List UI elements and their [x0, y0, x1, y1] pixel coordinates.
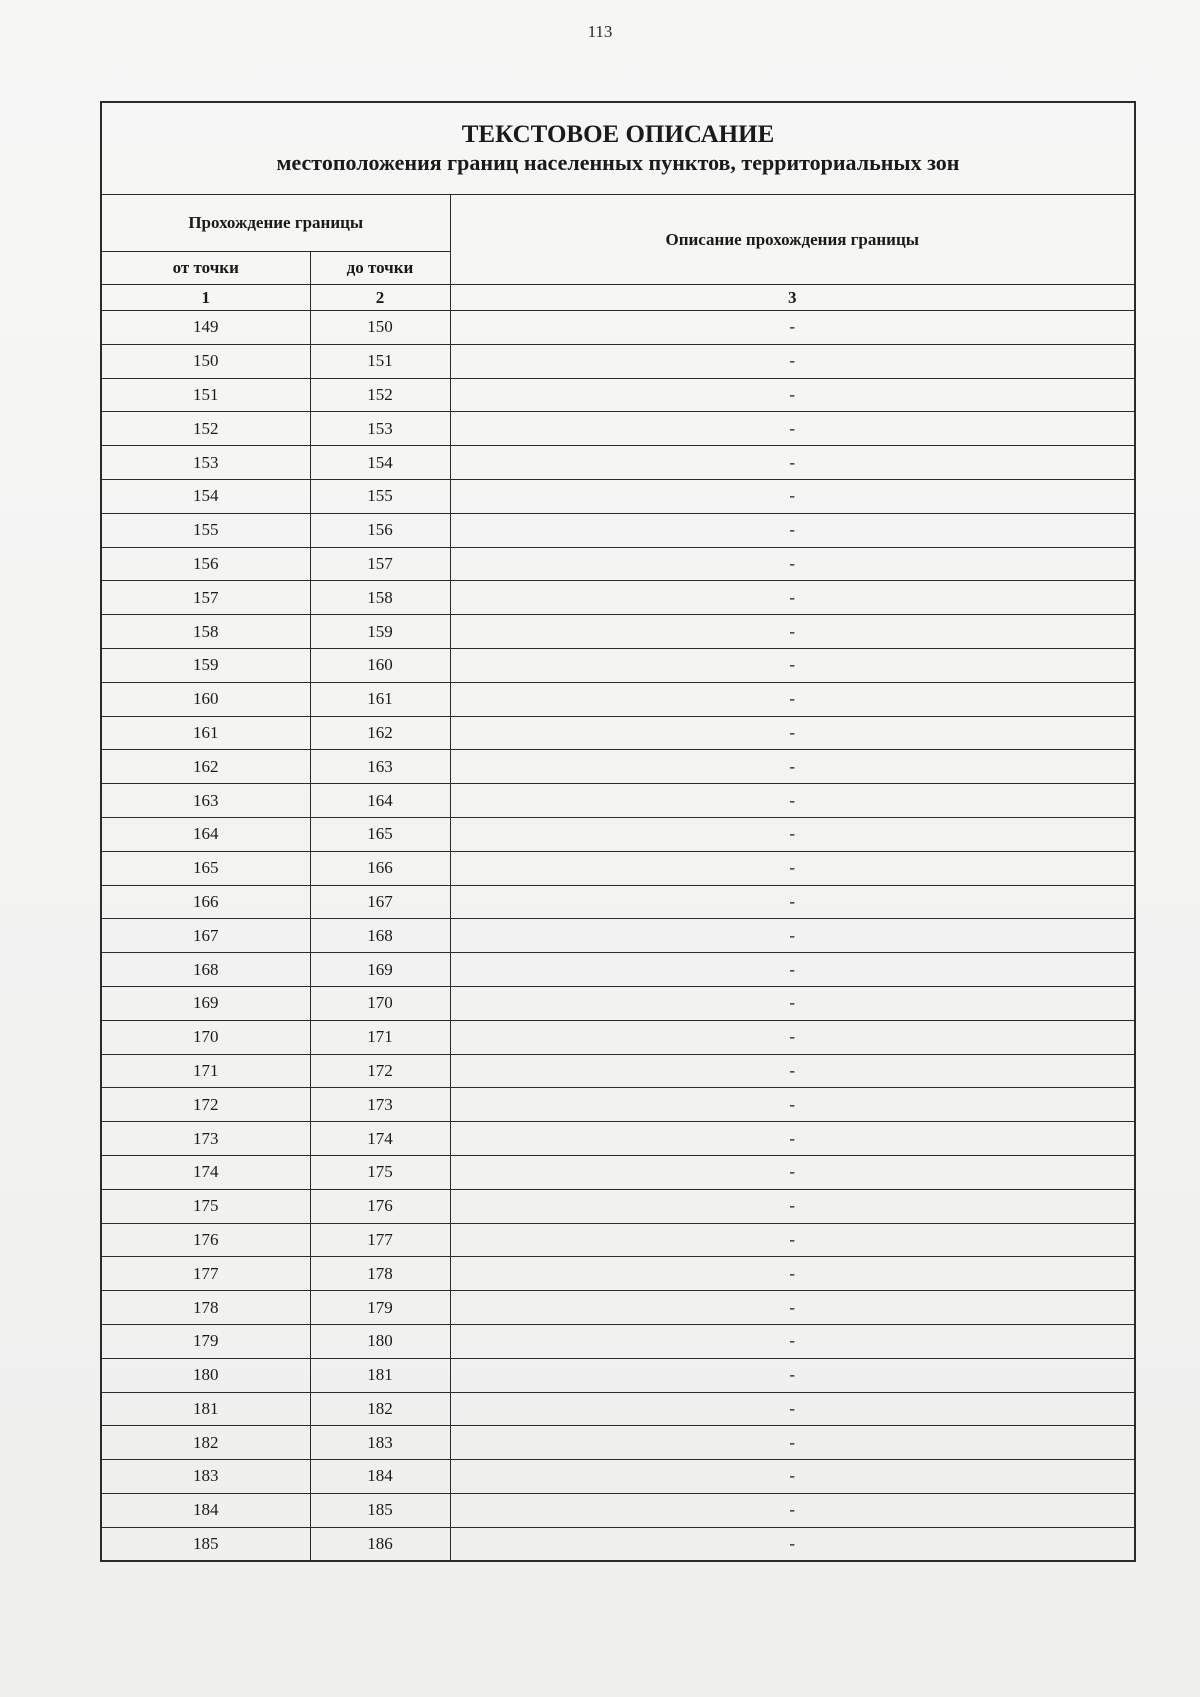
- cell-from-point: 156: [102, 547, 310, 581]
- cell-to-point: 181: [310, 1358, 450, 1392]
- cell-from-point: 162: [102, 750, 310, 784]
- header-boundary-passage: Прохождение границы: [102, 195, 450, 252]
- cell-to-point: 152: [310, 378, 450, 412]
- cell-description: -: [450, 1392, 1134, 1426]
- cell-from-point: 181: [102, 1392, 310, 1426]
- cell-description: -: [450, 1358, 1134, 1392]
- table-row: [102, 378, 1134, 412]
- cell-description: -: [450, 1324, 1134, 1358]
- table-row: [102, 750, 1134, 784]
- table-row: [102, 919, 1134, 953]
- cell-description: -: [450, 1460, 1134, 1494]
- cell-description: -: [450, 1122, 1134, 1156]
- cell-from-point: 170: [102, 1020, 310, 1054]
- cell-to-point: 186: [310, 1527, 450, 1560]
- cell-from-point: 177: [102, 1257, 310, 1291]
- table-row: [102, 885, 1134, 919]
- cell-to-point: 183: [310, 1426, 450, 1460]
- cell-to-point: 174: [310, 1122, 450, 1156]
- cell-description: -: [450, 513, 1134, 547]
- cell-description: -: [450, 1527, 1134, 1560]
- cell-description: -: [450, 885, 1134, 919]
- cell-from-point: 152: [102, 412, 310, 446]
- table-subtitle: местоположения границ населенных пунктов, территориальных зон: [276, 150, 960, 175]
- table-row: [102, 412, 1134, 446]
- table-row: [102, 817, 1134, 851]
- cell-from-point: 165: [102, 851, 310, 885]
- cell-from-point: 154: [102, 479, 310, 513]
- cell-to-point: 168: [310, 919, 450, 953]
- table-row: [102, 547, 1134, 581]
- table-row: [102, 446, 1134, 480]
- cell-from-point: 150: [102, 344, 310, 378]
- cell-description: -: [450, 615, 1134, 649]
- cell-from-point: 169: [102, 986, 310, 1020]
- cell-description: -: [450, 716, 1134, 750]
- cell-to-point: 176: [310, 1189, 450, 1223]
- cell-to-point: 166: [310, 851, 450, 885]
- table-row: [102, 1054, 1134, 1088]
- cell-from-point: 173: [102, 1122, 310, 1156]
- cell-to-point: 169: [310, 953, 450, 987]
- cell-to-point: 178: [310, 1257, 450, 1291]
- table-row: [102, 1122, 1134, 1156]
- cell-to-point: 164: [310, 784, 450, 818]
- header-from-point: от точки: [102, 252, 310, 285]
- cell-from-point: 149: [102, 311, 310, 345]
- cell-description: -: [450, 784, 1134, 818]
- cell-description: -: [450, 1088, 1134, 1122]
- cell-from-point: 167: [102, 919, 310, 953]
- cell-description: -: [450, 682, 1134, 716]
- cell-to-point: 154: [310, 446, 450, 480]
- cell-to-point: 179: [310, 1291, 450, 1325]
- cell-description: -: [450, 547, 1134, 581]
- cell-to-point: 157: [310, 547, 450, 581]
- cell-from-point: 185: [102, 1527, 310, 1560]
- table-row: [102, 1088, 1134, 1122]
- cell-from-point: 184: [102, 1493, 310, 1527]
- cell-to-point: 162: [310, 716, 450, 750]
- cell-from-point: 176: [102, 1223, 310, 1257]
- header-boundary-description: Описание прохождения границы: [450, 195, 1134, 285]
- cell-from-point: 161: [102, 716, 310, 750]
- cell-to-point: 156: [310, 513, 450, 547]
- table-row: [102, 1358, 1134, 1392]
- cell-description: -: [450, 1155, 1134, 1189]
- cell-to-point: 172: [310, 1054, 450, 1088]
- cell-to-point: 155: [310, 479, 450, 513]
- table-row: [102, 1493, 1134, 1527]
- cell-from-point: 163: [102, 784, 310, 818]
- cell-description: -: [450, 1291, 1134, 1325]
- table-row: [102, 1527, 1134, 1560]
- table-row: [102, 648, 1134, 682]
- table-row: [102, 1460, 1134, 1494]
- cell-to-point: 173: [310, 1088, 450, 1122]
- cell-from-point: 182: [102, 1426, 310, 1460]
- table-title-block: [102, 103, 1134, 195]
- cell-to-point: 150: [310, 311, 450, 345]
- table-row: [102, 1291, 1134, 1325]
- column-number-2: 2: [310, 285, 450, 311]
- cell-description: -: [450, 1223, 1134, 1257]
- cell-to-point: 151: [310, 344, 450, 378]
- cell-from-point: 172: [102, 1088, 310, 1122]
- table-row: [102, 1020, 1134, 1054]
- cell-from-point: 157: [102, 581, 310, 615]
- table-row: [102, 513, 1134, 547]
- cell-description: -: [450, 311, 1134, 345]
- cell-description: -: [450, 1054, 1134, 1088]
- cell-description: -: [450, 378, 1134, 412]
- cell-from-point: 155: [102, 513, 310, 547]
- cell-to-point: 159: [310, 615, 450, 649]
- cell-from-point: 175: [102, 1189, 310, 1223]
- cell-from-point: 174: [102, 1155, 310, 1189]
- table-body: [102, 311, 1134, 1561]
- cell-description: -: [450, 344, 1134, 378]
- table-row: [102, 986, 1134, 1020]
- table-row: [102, 311, 1134, 345]
- cell-to-point: 180: [310, 1324, 450, 1358]
- table-row: [102, 581, 1134, 615]
- table-row: [102, 1324, 1134, 1358]
- cell-description: -: [450, 817, 1134, 851]
- cell-from-point: 179: [102, 1324, 310, 1358]
- table-row: [102, 784, 1134, 818]
- table-row: [102, 1257, 1134, 1291]
- cell-from-point: 183: [102, 1460, 310, 1494]
- table-title: ТЕКСТОВОЕ ОПИСАНИЕ: [461, 121, 775, 148]
- cell-description: -: [450, 581, 1134, 615]
- cell-to-point: 160: [310, 648, 450, 682]
- cell-description: -: [450, 446, 1134, 480]
- table-row: [102, 1155, 1134, 1189]
- table-row: [102, 953, 1134, 987]
- cell-from-point: 153: [102, 446, 310, 480]
- cell-to-point: 153: [310, 412, 450, 446]
- cell-to-point: 185: [310, 1493, 450, 1527]
- cell-description: -: [450, 1493, 1134, 1527]
- table-row: [102, 615, 1134, 649]
- table-row: [102, 716, 1134, 750]
- cell-description: -: [450, 986, 1134, 1020]
- cell-description: -: [450, 1426, 1134, 1460]
- cell-to-point: 177: [310, 1223, 450, 1257]
- cell-to-point: 182: [310, 1392, 450, 1426]
- column-number-1: 1: [102, 285, 310, 311]
- cell-to-point: 167: [310, 885, 450, 919]
- cell-from-point: 178: [102, 1291, 310, 1325]
- cell-to-point: 163: [310, 750, 450, 784]
- cell-description: -: [450, 851, 1134, 885]
- cell-description: -: [450, 1257, 1134, 1291]
- table-row: [102, 851, 1134, 885]
- table-row: [102, 479, 1134, 513]
- cell-description: -: [450, 953, 1134, 987]
- header-to-point: до точки: [310, 252, 450, 285]
- cell-from-point: 159: [102, 648, 310, 682]
- table-row: [102, 344, 1134, 378]
- cell-description: -: [450, 1189, 1134, 1223]
- cell-to-point: 175: [310, 1155, 450, 1189]
- cell-from-point: 171: [102, 1054, 310, 1088]
- table-row: [102, 682, 1134, 716]
- cell-to-point: 158: [310, 581, 450, 615]
- column-number-3: 3: [450, 285, 1134, 311]
- cell-from-point: 158: [102, 615, 310, 649]
- table-row: [102, 1426, 1134, 1460]
- boundary-description-table: [100, 101, 1136, 1562]
- table-row: [102, 1223, 1134, 1257]
- cell-from-point: 151: [102, 378, 310, 412]
- cell-to-point: 171: [310, 1020, 450, 1054]
- cell-to-point: 161: [310, 682, 450, 716]
- cell-description: -: [450, 479, 1134, 513]
- cell-to-point: 165: [310, 817, 450, 851]
- table-row: [102, 1189, 1134, 1223]
- cell-description: -: [450, 648, 1134, 682]
- boundary-table: [102, 195, 1134, 1560]
- cell-from-point: 160: [102, 682, 310, 716]
- table-row: [102, 1392, 1134, 1426]
- page-number: 113: [587, 22, 613, 41]
- cell-description: -: [450, 1020, 1134, 1054]
- cell-description: -: [450, 919, 1134, 953]
- cell-from-point: 168: [102, 953, 310, 987]
- cell-to-point: 184: [310, 1460, 450, 1494]
- cell-description: -: [450, 750, 1134, 784]
- cell-description: -: [450, 412, 1134, 446]
- cell-from-point: 164: [102, 817, 310, 851]
- cell-to-point: 170: [310, 986, 450, 1020]
- cell-from-point: 166: [102, 885, 310, 919]
- cell-from-point: 180: [102, 1358, 310, 1392]
